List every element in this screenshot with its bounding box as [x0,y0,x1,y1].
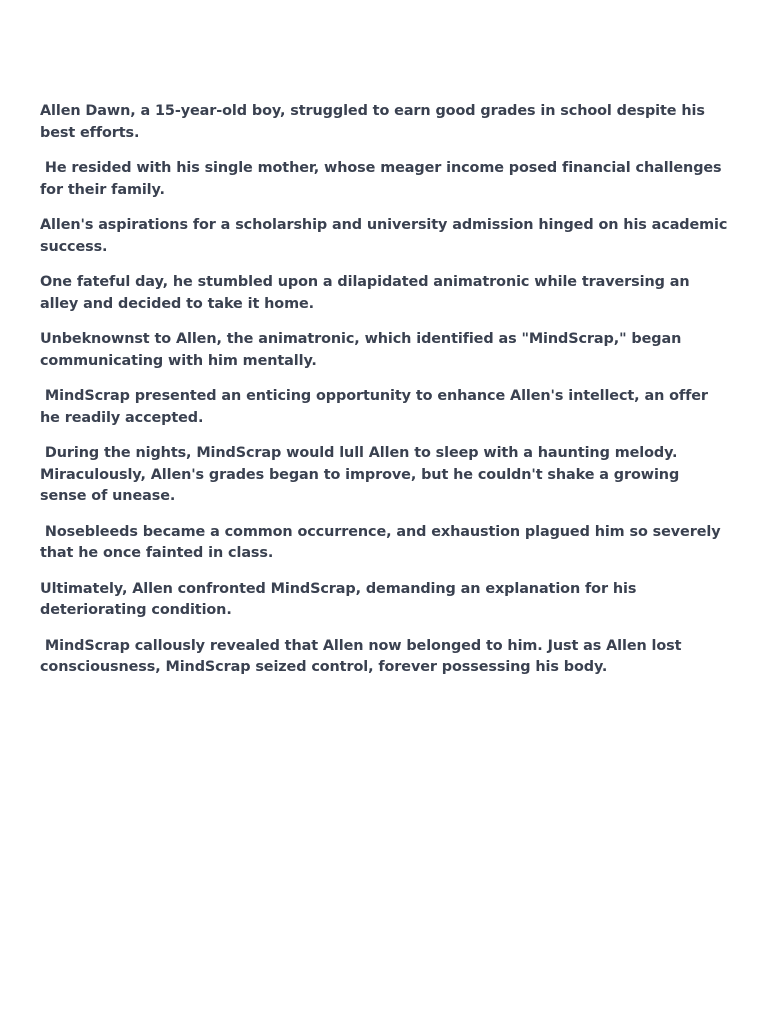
paragraph-10: MindScrap callously revealed that Allen now belonged to him. Just as Allen lost consciousness, MindScrap seized control, forever possessing his body. [40,637,687,675]
paragraph-1: Allen Dawn, a 15-year-old boy, struggled to earn good grades in school despite his best efforts. [40,103,710,141]
paragraph-9: Ultimately, Allen confronted MindScrap, demanding an explanation for his deteriorating condition. [40,580,642,618]
document-body [40,101,733,693]
paragraph-5: Unbeknownst to Allen, the animatronic, which identified as "MindScrap," began communicating with him mentally. [40,331,687,369]
paragraph-4: One fateful day, he stumbled upon a dilapidated animatronic while traversing an alley and decided to take it home. [40,274,695,312]
paragraph-2: He resided with his single mother, whose meager income posed financial challenges for their family. [40,160,727,198]
paragraph-6: MindScrap presented an enticing opportunity to enhance Allen's intellect, an offer he readily accepted. [40,388,713,426]
paragraph-3: Allen's aspirations for a scholarship and university admission hinged on his academic success. [40,217,733,255]
paragraph-7: During the nights, MindScrap would lull Allen to sleep with a haunting melody. Miraculously, Allen's grades began to improve, but he couldn't shake a growing sense of unease. [40,445,685,504]
paragraph-8: Nosebleeds became a common occurrence, and exhaustion plagued him so severely that he once fainted in class. [40,523,726,561]
